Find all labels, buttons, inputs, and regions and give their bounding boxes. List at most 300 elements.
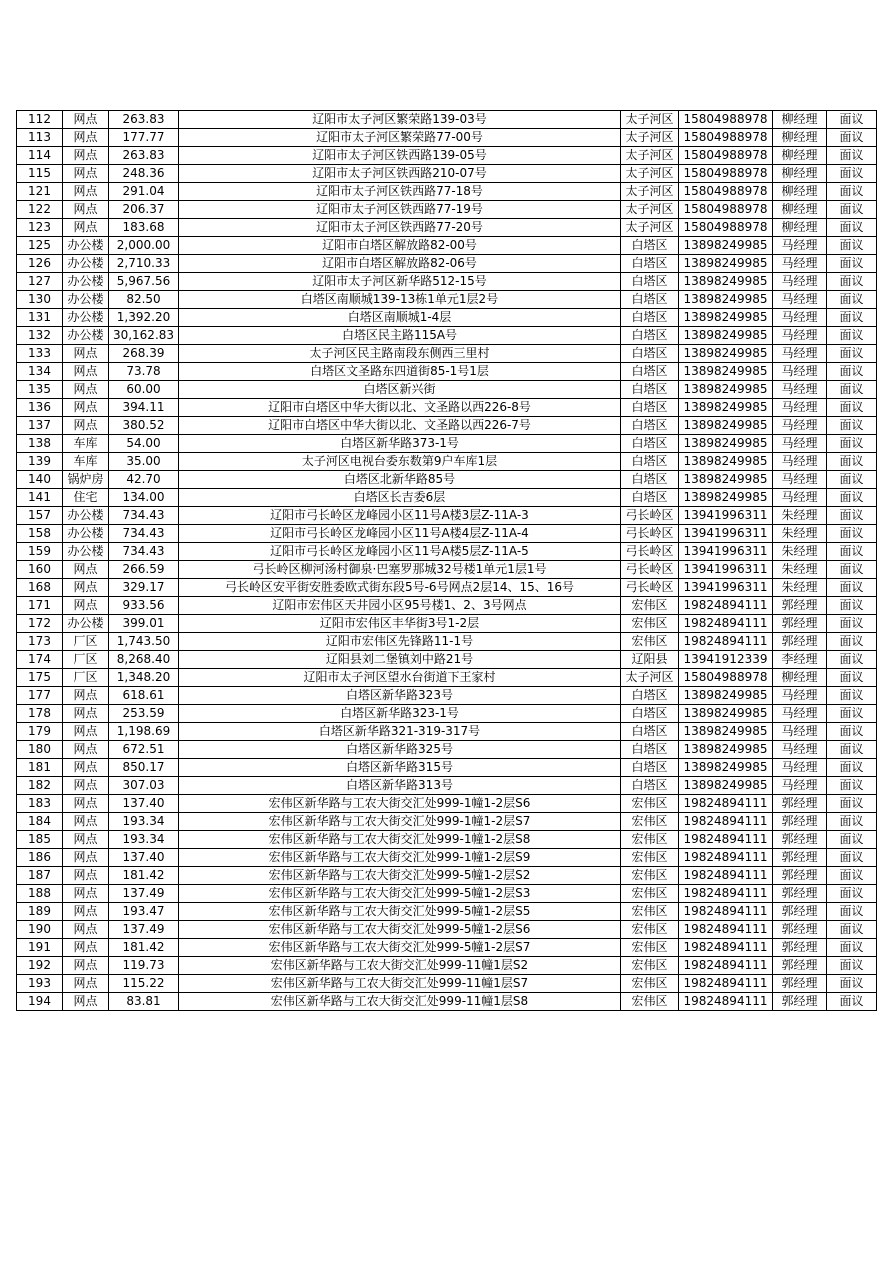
type-cell: 办公楼 (63, 291, 109, 309)
phone-cell: 19824894111 (679, 921, 773, 939)
phone-cell: 19824894111 (679, 813, 773, 831)
district-cell: 宏伟区 (621, 975, 679, 993)
id-cell: 182 (17, 777, 63, 795)
area-cell: 35.00 (109, 453, 179, 471)
area-cell: 2,710.33 (109, 255, 179, 273)
table-row (17, 831, 877, 849)
contact-cell: 郭经理 (773, 597, 827, 615)
district-cell: 宏伟区 (621, 795, 679, 813)
table-row (17, 813, 877, 831)
district-cell: 白塔区 (621, 345, 679, 363)
id-cell: 174 (17, 651, 63, 669)
district-cell: 弓长岭区 (621, 561, 679, 579)
area-cell: 119.73 (109, 957, 179, 975)
area-cell: 734.43 (109, 507, 179, 525)
phone-cell: 13898249985 (679, 381, 773, 399)
price-cell: 面议 (827, 471, 877, 489)
type-cell: 网点 (63, 831, 109, 849)
table-row (17, 327, 877, 345)
address-cell: 弓长岭区安平街安胜委欧式街东段5号-6号网点2层14、15、16号 (179, 579, 621, 597)
table-row (17, 435, 877, 453)
table-row (17, 759, 877, 777)
area-cell: 850.17 (109, 759, 179, 777)
phone-cell: 13898249985 (679, 777, 773, 795)
id-cell: 134 (17, 363, 63, 381)
contact-cell: 朱经理 (773, 543, 827, 561)
address-cell: 辽阳市白塔区解放路82-06号 (179, 255, 621, 273)
contact-cell: 柳经理 (773, 165, 827, 183)
contact-cell: 马经理 (773, 687, 827, 705)
district-cell: 白塔区 (621, 291, 679, 309)
district-cell: 白塔区 (621, 327, 679, 345)
type-cell: 办公楼 (63, 543, 109, 561)
type-cell: 网点 (63, 903, 109, 921)
address-cell: 宏伟区新华路与工农大街交汇处999-1幢1-2层S7 (179, 813, 621, 831)
area-cell: 1,392.20 (109, 309, 179, 327)
price-cell: 面议 (827, 255, 877, 273)
type-cell: 网点 (63, 993, 109, 1011)
table-row (17, 183, 877, 201)
table-row (17, 381, 877, 399)
address-cell: 辽阳市太子河区繁荣路77-00号 (179, 129, 621, 147)
id-cell: 139 (17, 453, 63, 471)
address-cell: 辽阳县刘二堡镇刘中路21号 (179, 651, 621, 669)
contact-cell: 柳经理 (773, 183, 827, 201)
price-cell: 面议 (827, 705, 877, 723)
address-cell: 太子河区民主路南段东侧西三里村 (179, 345, 621, 363)
price-cell: 面议 (827, 723, 877, 741)
phone-cell: 19824894111 (679, 993, 773, 1011)
type-cell: 网点 (63, 741, 109, 759)
address-cell: 辽阳市太子河区繁荣路139-03号 (179, 111, 621, 129)
address-cell: 辽阳市太子河区新华路512-15号 (179, 273, 621, 291)
price-cell: 面议 (827, 813, 877, 831)
district-cell: 宏伟区 (621, 813, 679, 831)
price-cell: 面议 (827, 273, 877, 291)
price-cell: 面议 (827, 669, 877, 687)
table-row (17, 309, 877, 327)
phone-cell: 19824894111 (679, 957, 773, 975)
address-cell: 太子河区电视台委东数第9户车库1层 (179, 453, 621, 471)
price-cell: 面议 (827, 291, 877, 309)
type-cell: 办公楼 (63, 273, 109, 291)
price-cell: 面议 (827, 129, 877, 147)
type-cell: 网点 (63, 201, 109, 219)
district-cell: 白塔区 (621, 417, 679, 435)
type-cell: 网点 (63, 975, 109, 993)
contact-cell: 郭经理 (773, 633, 827, 651)
district-cell: 白塔区 (621, 309, 679, 327)
address-cell: 宏伟区新华路与工农大街交汇处999-11幢1层S7 (179, 975, 621, 993)
type-cell: 办公楼 (63, 237, 109, 255)
id-cell: 183 (17, 795, 63, 813)
address-cell: 白塔区文圣路东四道街85-1号1层 (179, 363, 621, 381)
district-cell: 宏伟区 (621, 957, 679, 975)
phone-cell: 13898249985 (679, 327, 773, 345)
district-cell: 白塔区 (621, 687, 679, 705)
price-cell: 面议 (827, 957, 877, 975)
price-cell: 面议 (827, 741, 877, 759)
district-cell: 太子河区 (621, 183, 679, 201)
price-cell: 面议 (827, 507, 877, 525)
area-cell: 193.34 (109, 831, 179, 849)
district-cell: 白塔区 (621, 723, 679, 741)
area-cell: 307.03 (109, 777, 179, 795)
contact-cell: 马经理 (773, 345, 827, 363)
type-cell: 网点 (63, 183, 109, 201)
area-cell: 253.59 (109, 705, 179, 723)
contact-cell: 马经理 (773, 237, 827, 255)
price-cell: 面议 (827, 417, 877, 435)
id-cell: 114 (17, 147, 63, 165)
table-row (17, 957, 877, 975)
area-cell: 399.01 (109, 615, 179, 633)
phone-cell: 13898249985 (679, 453, 773, 471)
area-cell: 2,000.00 (109, 237, 179, 255)
contact-cell: 郭经理 (773, 795, 827, 813)
table-row (17, 885, 877, 903)
phone-cell: 19824894111 (679, 633, 773, 651)
id-cell: 132 (17, 327, 63, 345)
id-cell: 126 (17, 255, 63, 273)
address-cell: 宏伟区新华路与工农大街交汇处999-5幢1-2层S3 (179, 885, 621, 903)
table-row (17, 921, 877, 939)
district-cell: 白塔区 (621, 777, 679, 795)
area-cell: 734.43 (109, 543, 179, 561)
area-cell: 137.49 (109, 921, 179, 939)
id-cell: 177 (17, 687, 63, 705)
phone-cell: 13898249985 (679, 417, 773, 435)
table-row (17, 399, 877, 417)
district-cell: 太子河区 (621, 201, 679, 219)
district-cell: 宏伟区 (621, 831, 679, 849)
contact-cell: 李经理 (773, 651, 827, 669)
phone-cell: 15804988978 (679, 669, 773, 687)
contact-cell: 郭经理 (773, 867, 827, 885)
table-row (17, 903, 877, 921)
id-cell: 157 (17, 507, 63, 525)
contact-cell: 马经理 (773, 381, 827, 399)
id-cell: 186 (17, 849, 63, 867)
table-row (17, 147, 877, 165)
type-cell: 厂区 (63, 669, 109, 687)
id-cell: 121 (17, 183, 63, 201)
id-cell: 131 (17, 309, 63, 327)
district-cell: 宏伟区 (621, 633, 679, 651)
table-row (17, 597, 877, 615)
price-cell: 面议 (827, 777, 877, 795)
area-cell: 5,967.56 (109, 273, 179, 291)
district-cell: 白塔区 (621, 471, 679, 489)
price-cell: 面议 (827, 435, 877, 453)
area-cell: 137.40 (109, 795, 179, 813)
type-cell: 办公楼 (63, 309, 109, 327)
table-row (17, 795, 877, 813)
contact-cell: 马经理 (773, 723, 827, 741)
type-cell: 网点 (63, 813, 109, 831)
contact-cell: 郭经理 (773, 813, 827, 831)
table-row (17, 489, 877, 507)
phone-cell: 13898249985 (679, 741, 773, 759)
table-row (17, 561, 877, 579)
id-cell: 136 (17, 399, 63, 417)
area-cell: 618.61 (109, 687, 179, 705)
price-cell: 面议 (827, 165, 877, 183)
price-cell: 面议 (827, 525, 877, 543)
price-cell: 面议 (827, 309, 877, 327)
id-cell: 185 (17, 831, 63, 849)
area-cell: 1,348.20 (109, 669, 179, 687)
type-cell: 车库 (63, 453, 109, 471)
id-cell: 138 (17, 435, 63, 453)
phone-cell: 13898249985 (679, 345, 773, 363)
price-cell: 面议 (827, 453, 877, 471)
contact-cell: 马经理 (773, 363, 827, 381)
id-cell: 135 (17, 381, 63, 399)
type-cell: 网点 (63, 381, 109, 399)
phone-cell: 13898249985 (679, 363, 773, 381)
contact-cell: 柳经理 (773, 669, 827, 687)
price-cell: 面议 (827, 831, 877, 849)
contact-cell: 马经理 (773, 291, 827, 309)
id-cell: 173 (17, 633, 63, 651)
district-cell: 白塔区 (621, 381, 679, 399)
type-cell: 厂区 (63, 633, 109, 651)
table-row (17, 255, 877, 273)
district-cell: 太子河区 (621, 129, 679, 147)
district-cell: 宏伟区 (621, 597, 679, 615)
id-cell: 179 (17, 723, 63, 741)
area-cell: 380.52 (109, 417, 179, 435)
district-cell: 宏伟区 (621, 993, 679, 1011)
address-cell: 辽阳市弓长岭区龙峰园小区11号A楼3层Z-11A-3 (179, 507, 621, 525)
price-cell: 面议 (827, 327, 877, 345)
area-cell: 263.83 (109, 111, 179, 129)
type-cell: 网点 (63, 939, 109, 957)
id-cell: 187 (17, 867, 63, 885)
area-cell: 83.81 (109, 993, 179, 1011)
phone-cell: 15804988978 (679, 183, 773, 201)
district-cell: 白塔区 (621, 759, 679, 777)
area-cell: 115.22 (109, 975, 179, 993)
type-cell: 网点 (63, 795, 109, 813)
type-cell: 网点 (63, 129, 109, 147)
id-cell: 191 (17, 939, 63, 957)
type-cell: 网点 (63, 111, 109, 129)
table-row (17, 579, 877, 597)
table-row (17, 417, 877, 435)
area-cell: 672.51 (109, 741, 179, 759)
id-cell: 112 (17, 111, 63, 129)
phone-cell: 19824894111 (679, 903, 773, 921)
district-cell: 白塔区 (621, 435, 679, 453)
contact-cell: 马经理 (773, 327, 827, 345)
id-cell: 137 (17, 417, 63, 435)
address-cell: 白塔区南顺城1-4层 (179, 309, 621, 327)
contact-cell: 郭经理 (773, 615, 827, 633)
address-cell: 辽阳市太子河区铁西路77-19号 (179, 201, 621, 219)
type-cell: 厂区 (63, 651, 109, 669)
table-row (17, 705, 877, 723)
address-cell: 辽阳市弓长岭区龙峰园小区11号A楼4层Z-11A-4 (179, 525, 621, 543)
phone-cell: 13941996311 (679, 543, 773, 561)
phone-cell: 19824894111 (679, 885, 773, 903)
phone-cell: 13941912339 (679, 651, 773, 669)
price-cell: 面议 (827, 561, 877, 579)
id-cell: 180 (17, 741, 63, 759)
table-row (17, 669, 877, 687)
phone-cell: 13941996311 (679, 579, 773, 597)
district-cell: 弓长岭区 (621, 525, 679, 543)
district-cell: 白塔区 (621, 363, 679, 381)
price-cell: 面议 (827, 543, 877, 561)
table-row (17, 363, 877, 381)
district-cell: 太子河区 (621, 165, 679, 183)
table-row (17, 507, 877, 525)
id-cell: 190 (17, 921, 63, 939)
contact-cell: 马经理 (773, 273, 827, 291)
type-cell: 网点 (63, 759, 109, 777)
type-cell: 网点 (63, 687, 109, 705)
area-cell: 42.70 (109, 471, 179, 489)
contact-cell: 柳经理 (773, 111, 827, 129)
address-cell: 辽阳市太子河区铁西路139-05号 (179, 147, 621, 165)
id-cell: 158 (17, 525, 63, 543)
price-cell: 面议 (827, 849, 877, 867)
id-cell: 115 (17, 165, 63, 183)
price-cell: 面议 (827, 903, 877, 921)
contact-cell: 郭经理 (773, 885, 827, 903)
district-cell: 宏伟区 (621, 939, 679, 957)
table-row (17, 777, 877, 795)
address-cell: 白塔区新华路373-1号 (179, 435, 621, 453)
area-cell: 268.39 (109, 345, 179, 363)
id-cell: 193 (17, 975, 63, 993)
contact-cell: 马经理 (773, 471, 827, 489)
type-cell: 网点 (63, 597, 109, 615)
address-cell: 白塔区新华路325号 (179, 741, 621, 759)
area-cell: 137.49 (109, 885, 179, 903)
id-cell: 127 (17, 273, 63, 291)
price-cell: 面议 (827, 399, 877, 417)
phone-cell: 19824894111 (679, 939, 773, 957)
area-cell: 177.77 (109, 129, 179, 147)
phone-cell: 13898249985 (679, 237, 773, 255)
type-cell: 网点 (63, 705, 109, 723)
price-cell: 面议 (827, 651, 877, 669)
area-cell: 291.04 (109, 183, 179, 201)
address-cell: 白塔区新华路315号 (179, 759, 621, 777)
price-cell: 面议 (827, 237, 877, 255)
address-cell: 白塔区民主路115A号 (179, 327, 621, 345)
address-cell: 宏伟区新华路与工农大街交汇处999-5幢1-2层S2 (179, 867, 621, 885)
contact-cell: 柳经理 (773, 219, 827, 237)
contact-cell: 郭经理 (773, 921, 827, 939)
phone-cell: 15804988978 (679, 165, 773, 183)
phone-cell: 19824894111 (679, 867, 773, 885)
id-cell: 141 (17, 489, 63, 507)
type-cell: 网点 (63, 417, 109, 435)
table-row (17, 129, 877, 147)
phone-cell: 13898249985 (679, 309, 773, 327)
address-cell: 白塔区新华路323-1号 (179, 705, 621, 723)
district-cell: 宏伟区 (621, 903, 679, 921)
contact-cell: 柳经理 (773, 147, 827, 165)
area-cell: 30,162.83 (109, 327, 179, 345)
id-cell: 160 (17, 561, 63, 579)
area-cell: 329.17 (109, 579, 179, 597)
id-cell: 130 (17, 291, 63, 309)
address-cell: 宏伟区新华路与工农大街交汇处999-1幢1-2层S9 (179, 849, 621, 867)
phone-cell: 19824894111 (679, 849, 773, 867)
district-cell: 白塔区 (621, 255, 679, 273)
phone-cell: 19824894111 (679, 597, 773, 615)
district-cell: 白塔区 (621, 399, 679, 417)
type-cell: 网点 (63, 579, 109, 597)
price-cell: 面议 (827, 687, 877, 705)
type-cell: 网点 (63, 777, 109, 795)
address-cell: 辽阳市弓长岭区龙峰园小区11号A楼5层Z-11A-5 (179, 543, 621, 561)
table-row (17, 273, 877, 291)
type-cell: 网点 (63, 867, 109, 885)
address-cell: 宏伟区新华路与工农大街交汇处999-1幢1-2层S6 (179, 795, 621, 813)
area-cell: 134.00 (109, 489, 179, 507)
phone-cell: 13898249985 (679, 273, 773, 291)
table-row (17, 453, 877, 471)
contact-cell: 马经理 (773, 489, 827, 507)
id-cell: 189 (17, 903, 63, 921)
type-cell: 办公楼 (63, 507, 109, 525)
table-row (17, 723, 877, 741)
type-cell: 车库 (63, 435, 109, 453)
phone-cell: 19824894111 (679, 795, 773, 813)
area-cell: 933.56 (109, 597, 179, 615)
type-cell: 网点 (63, 147, 109, 165)
phone-cell: 13898249985 (679, 435, 773, 453)
phone-cell: 15804988978 (679, 111, 773, 129)
address-cell: 辽阳市太子河区铁西路77-20号 (179, 219, 621, 237)
price-cell: 面议 (827, 111, 877, 129)
contact-cell: 马经理 (773, 255, 827, 273)
id-cell: 181 (17, 759, 63, 777)
price-cell: 面议 (827, 885, 877, 903)
type-cell: 网点 (63, 345, 109, 363)
phone-cell: 13941996311 (679, 525, 773, 543)
district-cell: 宏伟区 (621, 867, 679, 885)
type-cell: 网点 (63, 561, 109, 579)
price-cell: 面议 (827, 867, 877, 885)
phone-cell: 15804988978 (679, 129, 773, 147)
contact-cell: 郭经理 (773, 903, 827, 921)
contact-cell: 马经理 (773, 417, 827, 435)
address-cell: 白塔区长吉委6层 (179, 489, 621, 507)
table-row (17, 543, 877, 561)
table-row (17, 975, 877, 993)
contact-cell: 郭经理 (773, 849, 827, 867)
type-cell: 网点 (63, 165, 109, 183)
phone-cell: 15804988978 (679, 147, 773, 165)
address-cell: 辽阳市白塔区中华大街以北、文圣路以西226-7号 (179, 417, 621, 435)
district-cell: 太子河区 (621, 669, 679, 687)
phone-cell: 13898249985 (679, 723, 773, 741)
district-cell: 白塔区 (621, 453, 679, 471)
address-cell: 白塔区新华路323号 (179, 687, 621, 705)
address-cell: 白塔区南顺城139-13栋1单元1层2号 (179, 291, 621, 309)
contact-cell: 朱经理 (773, 579, 827, 597)
phone-cell: 13898249985 (679, 255, 773, 273)
id-cell: 168 (17, 579, 63, 597)
area-cell: 266.59 (109, 561, 179, 579)
